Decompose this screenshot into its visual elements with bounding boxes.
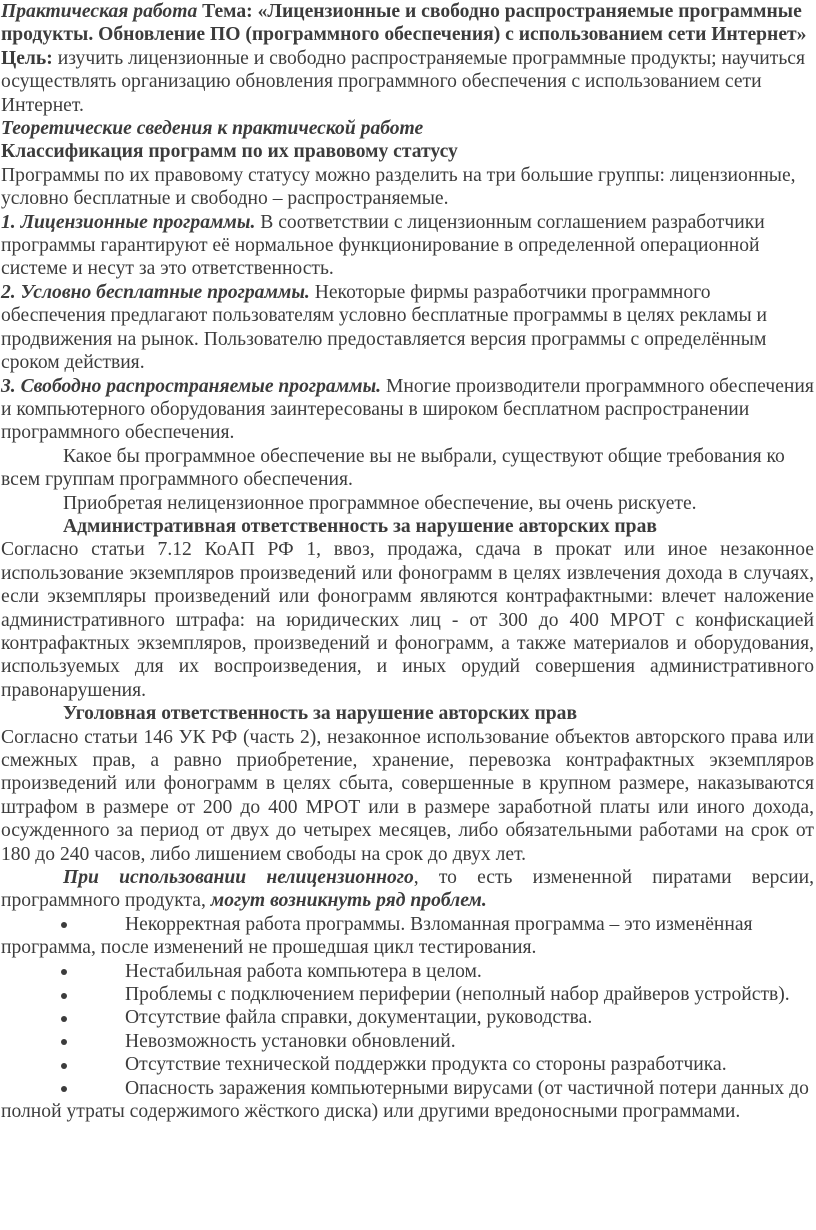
problems-part2: , то есть измененной пиратами версии, программного продукта, xyxy=(1,867,814,912)
risk-paragraph: Приобретая нелицензионное программное обеспечение, вы очень рискуете. xyxy=(63,492,697,514)
list-item xyxy=(1,1077,814,1124)
bullet-icon xyxy=(1,1006,125,1029)
goal-paragraph xyxy=(1,47,814,117)
criminal-heading: Уголовная ответственность за нарушение авторских прав xyxy=(63,703,578,725)
classification-heading: Классификация программ по их правовому статусу xyxy=(1,141,458,163)
list-item xyxy=(1,913,814,960)
title-text: Тема: «Лицензионные и свободно распространяемые программные продукты. Обновление ПО (программного обеспечения) с использованием сети Интернет» xyxy=(1,1,807,46)
group-label: 2. Условно бесплатные программы. xyxy=(1,281,310,303)
group-text: Многие производители программного обеспечения и компьютерного оборудования заинтересованы в широком бесплатном распространении программного обеспечения. xyxy=(1,375,814,444)
list-item xyxy=(1,1030,814,1053)
admin-heading: Административная ответственность за нарушение авторских прав xyxy=(63,515,657,537)
bullet-icon xyxy=(1,983,125,1006)
problems-part1: При использовании нелицензионного xyxy=(63,867,414,889)
problems-part3: могут возникнуть ряд проблем. xyxy=(210,890,487,912)
group-shareware xyxy=(1,281,814,375)
bullet-icon xyxy=(1,1030,125,1053)
list-item-text: Отсутствие файла справки, документации, руководства. xyxy=(125,1007,593,1029)
bullet-icon xyxy=(1,960,125,983)
problems-intro xyxy=(1,866,814,913)
admin-paragraph: Согласно статьи 7.12 КоАП РФ 1, ввоз, продажа, сдача в прокат или иное незаконное использование экземпляров произведений или фонограмм в целях извлечения дохода в случаях, если экземпляры произведений или фонограмм являются контрафактными: влечет наложение административного штрафа: на юридических лиц - от 300 до 400 МРОТ с конфискацией контрафактных экземпляров, произведений и фонограмм, а также материалов и оборудования, используемых для их воспроизведения, и иных орудий совершения административного правонарушения. xyxy=(1,539,814,701)
group-label: 3. Свободно распространяемые программы. xyxy=(1,375,382,397)
list-item-text: Проблемы с подключением периферии (неполный набор драйверов устройств). xyxy=(125,984,790,1006)
common-requirements-paragraph: Какое бы программное обеспечение вы не выбрали, существуют общие требования ко всем группам программного обеспечения. xyxy=(1,445,785,491)
criminal-paragraph: Согласно статьи 146 УК РФ (часть 2), незаконное использование объектов авторского права или смежных прав, а равно приобретение, хранение, перевозка контрафактных экземпляров произведений или фонограмм в целях сбыта, совершенные в крупном размере, наказываются штрафом в размере от 200 до 400 МРОТ или в размере заработной платы или иного дохода, осужденного за период от двух до четырех месяцев, либо обязательными работами на срок от 180 до 240 часов, либо лишением свободы на срок до двух лет. xyxy=(1,726,814,865)
intro-paragraph: Программы по их правовому статусу можно разделить на три большие группы: лицензионные, условно бесплатные и свободно – распространяемые. xyxy=(1,164,796,210)
document-title xyxy=(1,0,814,47)
list-item xyxy=(1,960,814,983)
goal-label: Цель: xyxy=(1,47,53,69)
group-text: Некоторые фирмы разработчики программного обеспечения предлагают пользователям условно бесплатные программы в целях рекламы и продвижения на рынок. Пользователю предоставляется версия программы с определённым сроком действия. xyxy=(1,281,768,374)
list-item-text: Нестабильная работа компьютера в целом. xyxy=(125,960,482,982)
bullet-icon xyxy=(1,1077,125,1100)
list-item-text: Опасность заражения компьютерными вирусами (от частичной потери данных до полной утраты содержимого жёсткого диска) или другими вредоносными программами. xyxy=(1,1077,809,1123)
list-item xyxy=(1,1006,814,1029)
bullet-icon xyxy=(1,913,125,936)
bullet-icon xyxy=(1,1053,125,1076)
group-label: 1. Лицензионные программы. xyxy=(1,211,256,233)
goal-text: изучить лицензионные и свободно распространяемые программные продукты; научиться осуществлять организацию обновления программного обеспечения с использованием сети Интернет. xyxy=(1,47,806,116)
group-licensed xyxy=(1,211,814,281)
list-item xyxy=(1,1053,814,1076)
list-item-text: Некорректная работа программы. Взломанная программа – это изменённая программа, после изменений не прошедшая цикл тестирования. xyxy=(1,913,753,959)
group-text: В соответствии с лицензионным соглашением разработчики программы гарантируют её нормальное функционирование в определенной операционной системе и несут за это ответственность. xyxy=(1,211,765,280)
theory-heading: Теоретические сведения к практической работе xyxy=(1,118,424,140)
list-item xyxy=(1,983,814,1006)
title-prefix: Практическая работа xyxy=(1,1,198,22)
list-item-text: Отсутствие технической поддержки продукта со стороны разработчика. xyxy=(125,1054,727,1076)
list-item-text: Невозможность установки обновлений. xyxy=(125,1030,456,1052)
group-freeware xyxy=(1,375,814,445)
